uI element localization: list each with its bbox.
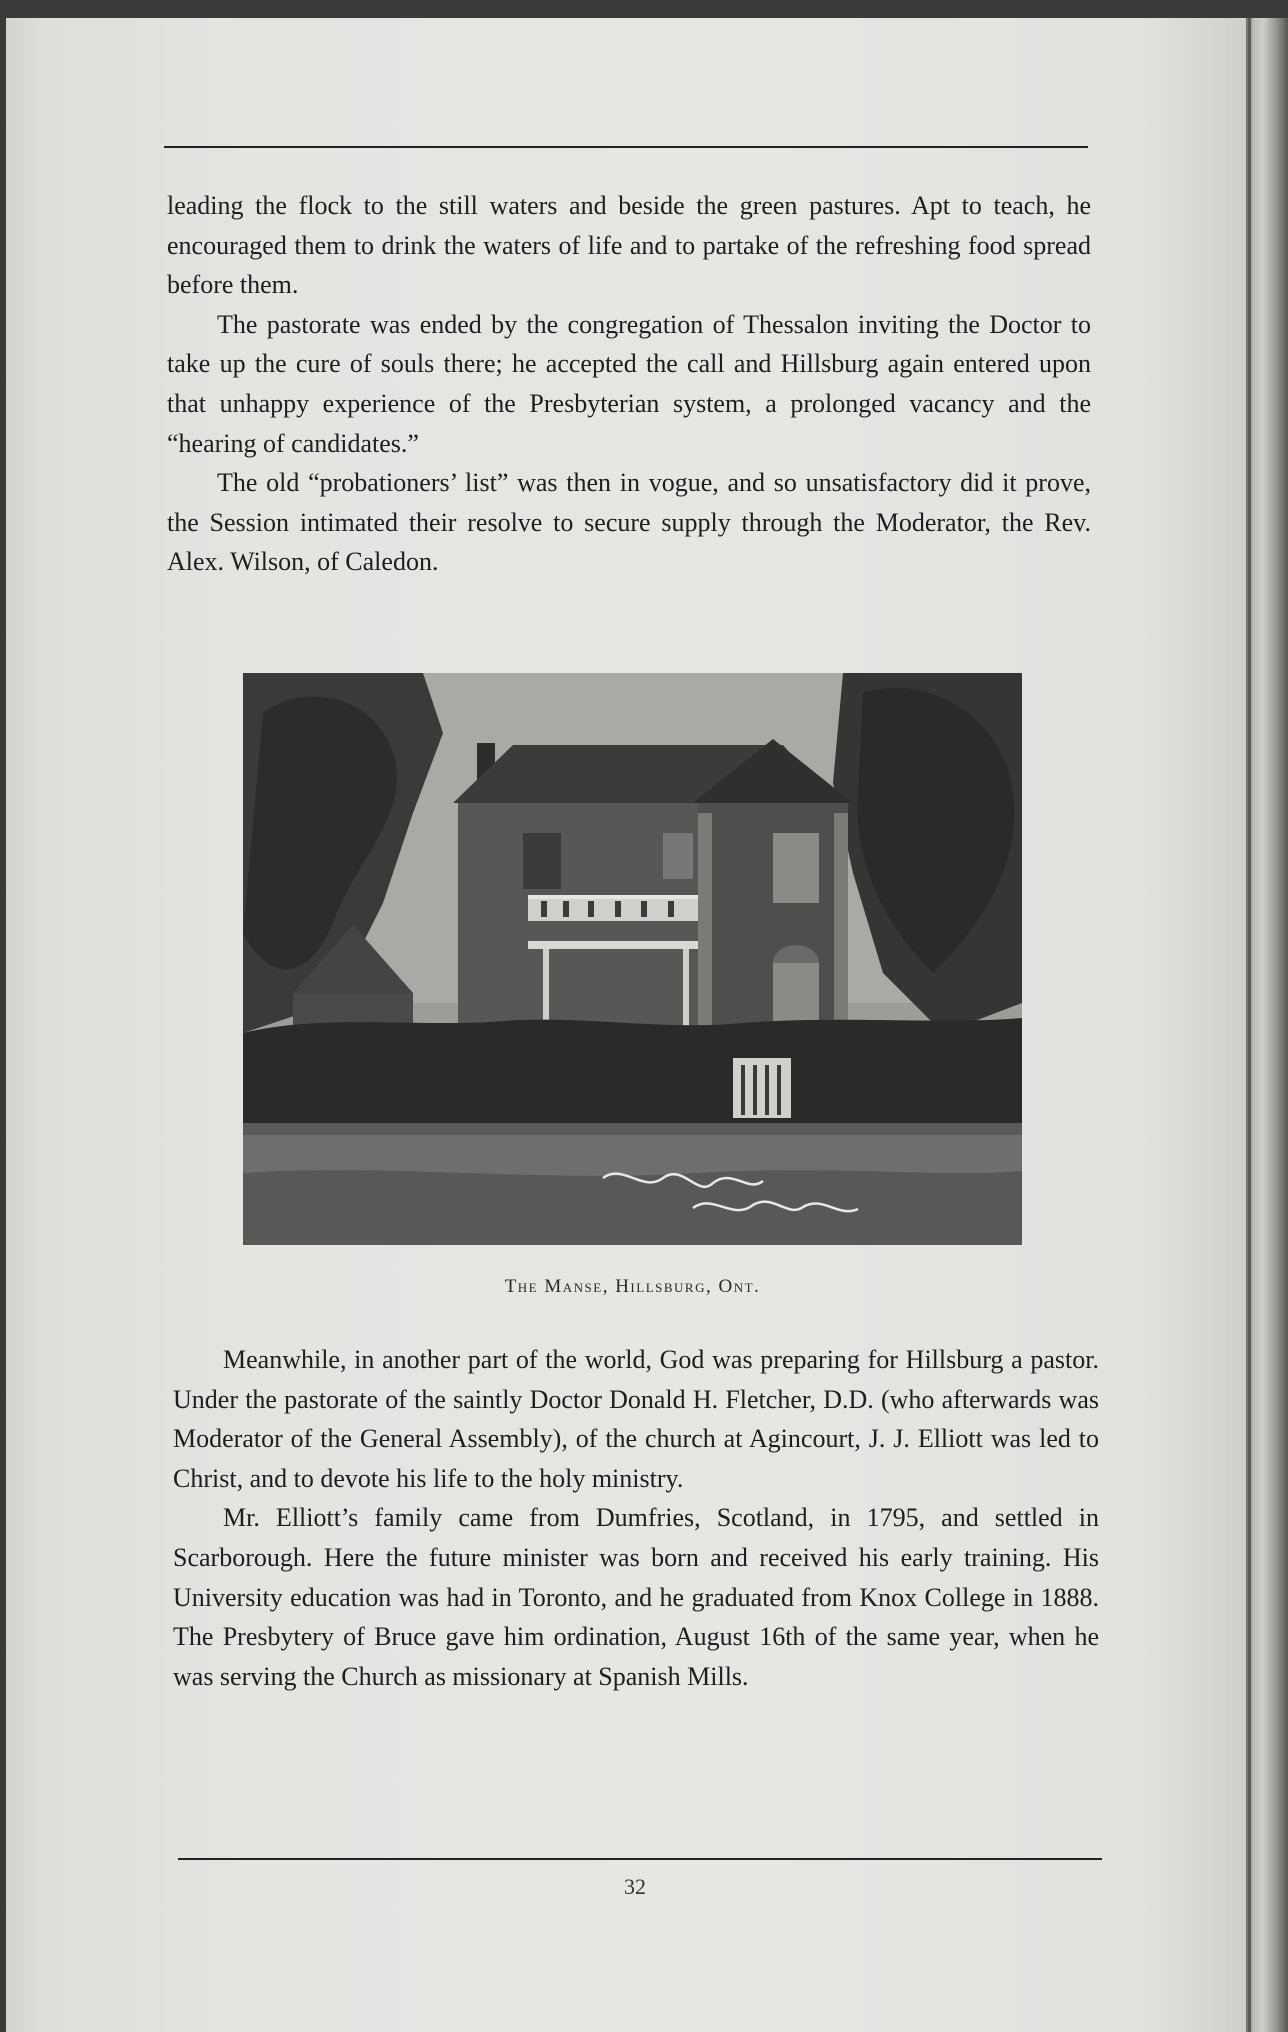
top-rule — [164, 146, 1088, 148]
page-gutter-line — [1248, 18, 1251, 2032]
photo-caption: The Manse, Hillsburg, Ont. — [504, 1276, 761, 1297]
manse-photograph — [243, 673, 1022, 1245]
paragraph-meanwhile: Meanwhile, in another part of the world, God was preparing for Hillsburg a pastor. Under the pastorate of the saintly Doctor Donald H. Fletcher, D.D. (who afterwards was Moderator of the General Assembly), of the church at Agincourt, J. J. Elliott was led to Christ, and to devote his life to the holy ministry. — [173, 1345, 1099, 1493]
page-number: 32 — [624, 1874, 646, 1899]
paragraph-continuation: leading the flock to the still waters and beside the green pastures. Apt to teach, he encouraged them to drink the waters of life and to partake of the refreshing food spread before them. — [167, 191, 1091, 300]
bottom-rule — [178, 1858, 1102, 1860]
paragraph-elliott-family: Mr. Elliott’s family came from Dumfries, Scotland, in 1795, and settled in Scarborough. Here the future minister was born and received his early training. His University education was had in Toronto, and he graduated from Knox College in 1888. The Presbytery of Bruce gave him ordination, August 16th of the same year, when he was serving the Church as missionary at Spanish Mills. — [173, 1503, 1099, 1691]
bottom-text-block — [173, 1340, 1099, 1696]
paragraph-probationers-list: The old “probationers’ list” was then in vogue, and so unsatisfactory did it prove, the Session intimated their resolve to secure supply through the Moderator, the Rev. Alex. Wilson, of Caledon. — [167, 468, 1091, 577]
top-text-block — [167, 186, 1091, 582]
paragraph-pastorate-ended: The pastorate was ended by the congregation of Thessalon inviting the Doctor to take up the cure of souls there; he accepted the call and Hillsburg again entered upon that unhappy experience of the Presbyterian system, a prolonged vacancy and the “hearing of candidates.” — [167, 309, 1091, 458]
book-page-edge — [1246, 18, 1288, 2032]
